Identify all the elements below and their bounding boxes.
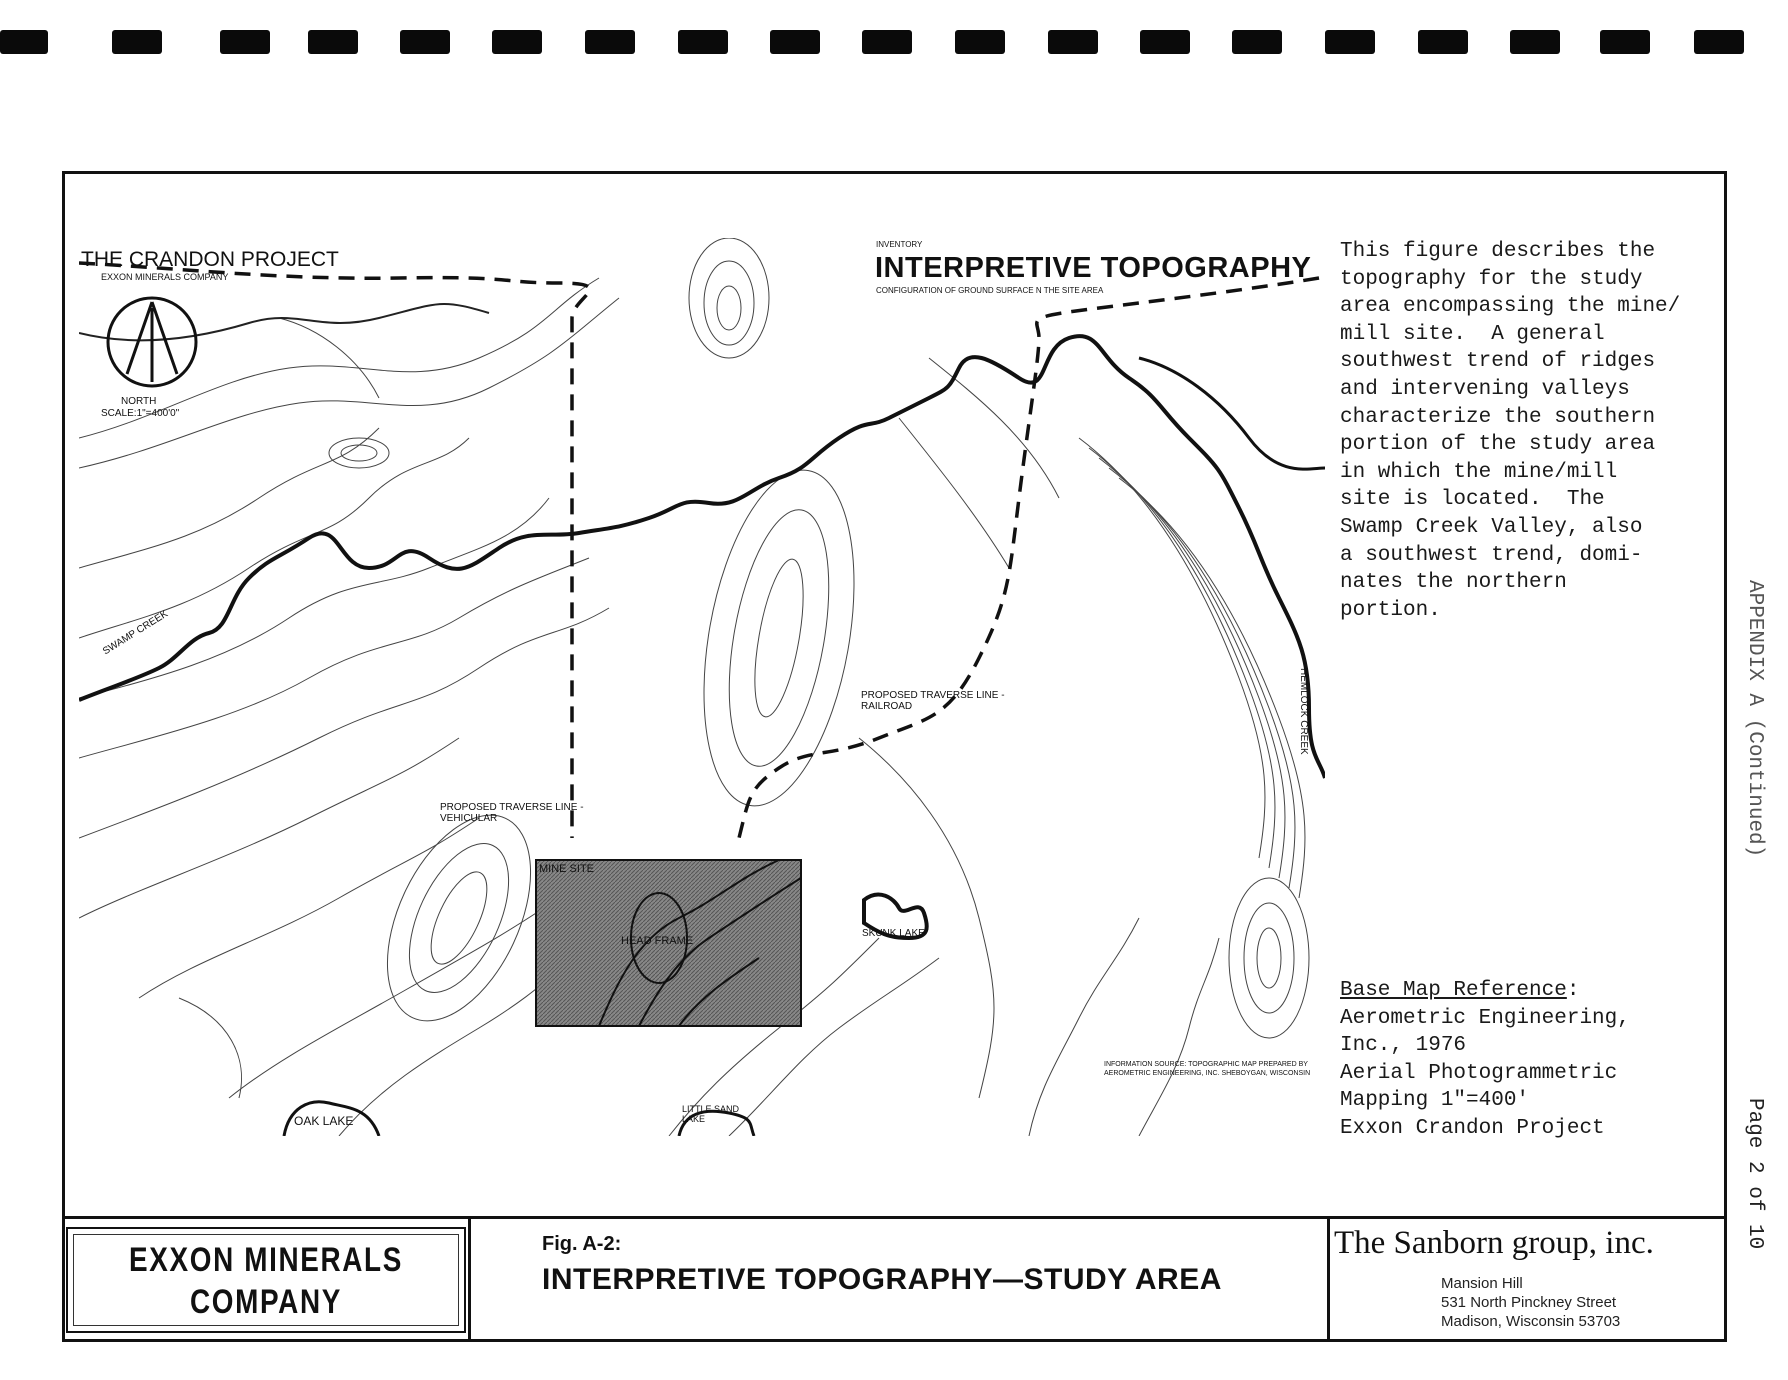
punch-hole (1048, 30, 1098, 54)
fig-number: Fig. A-2: (542, 1233, 622, 1255)
map-company-sub: EXXON MINERALS COMPANY (101, 272, 229, 282)
punch-hole (1694, 30, 1744, 54)
punch-hole (1140, 30, 1190, 54)
punch-hole (585, 30, 635, 54)
railroad-traverse-line (739, 278, 1319, 838)
inventory-tag: INVENTORY (876, 240, 923, 249)
punch-hole (0, 30, 48, 54)
title-block-divider (468, 1219, 471, 1342)
firm-address-line: Madison, Wisconsin 53703 (1441, 1313, 1621, 1330)
punch-hole (678, 30, 728, 54)
punch-hole (112, 30, 162, 54)
base-map-heading: Base Map Reference (1340, 979, 1567, 1002)
fig-title: INTERPRETIVE TOPOGRAPHY—STUDY AREA (542, 1263, 1222, 1296)
north-arrow-icon (108, 298, 196, 386)
railroad-line-label: PROPOSED TRAVERSE LINE - RAILROAD (861, 690, 1005, 712)
punch-hole (862, 30, 912, 54)
swamp-creek-label: SWAMP CREEK (101, 608, 170, 658)
north-label: NORTH (121, 396, 157, 407)
firm-address-line: Mansion Hill (1441, 1275, 1523, 1292)
base-map-reference (1340, 977, 1725, 1143)
topographic-map (79, 238, 1325, 1136)
little-sand-lake-label: LITTLE SAND LAKE (682, 1104, 740, 1124)
base-map-line: Inc., 1976 (1340, 1034, 1467, 1058)
punch-hole (1418, 30, 1468, 54)
source-note: INFORMATION SOURCE: TOPOGRAPHIC MAP PREPARED BY AEROMETRIC ENGINEERING, INC. SHEBOYGAN, WISCONSIN (1104, 1061, 1311, 1077)
base-map-line: Aerial Photogrammetric (1340, 1061, 1618, 1085)
punch-hole (1600, 30, 1650, 54)
scale-label: SCALE:1"=400'0" (101, 408, 180, 419)
mine-site-label: MINE SITE (539, 863, 595, 875)
base-map-line: Exxon Crandon Project (1340, 1116, 1605, 1140)
company-box (66, 1227, 466, 1333)
company-name-line2: COMPANY (190, 1283, 342, 1321)
map-project-title: THE CRANDON PROJECT (81, 248, 339, 271)
map-main-title: INTERPRETIVE TOPOGRAPHY (875, 252, 1312, 284)
map-subtitle: CONFIGURATION OF GROUND SURFACE N THE SITE AREA (876, 286, 1104, 295)
company-name-line1: EXXON MINERALS (129, 1241, 403, 1279)
head-frame-label: HEAD FRAME (621, 935, 694, 947)
hemlock-creek-label: HEMLOCK CREEK (1298, 668, 1309, 755)
base-map-heading-colon: : (1566, 979, 1580, 1002)
punch-hole (955, 30, 1005, 54)
vehicular-line-label: PROPOSED TRAVERSE LINE - VEHICULAR (440, 802, 584, 824)
punch-hole (400, 30, 450, 54)
punch-hole (308, 30, 358, 54)
base-map-line: Aerometric Engineering, (1340, 1006, 1630, 1030)
title-block-divider (1327, 1219, 1330, 1342)
title-block (62, 1216, 1727, 1342)
punch-hole (1232, 30, 1282, 54)
punch-hole (220, 30, 270, 54)
appendix-label: APPENDIX A (Continued) (1743, 580, 1766, 858)
figure-description: This figure describes the topography for the study area encompassing the mine/ mill site. A general southwest trend of ridges and intervening valleys characterize the southern portion of the study area in which the mine/mill site is located. The Swamp Creek Valley, also a southwest trend, domi- nates the northern portion. (1340, 240, 1681, 622)
firm-name: The Sanborn group, inc. (1334, 1225, 1654, 1261)
punch-hole (770, 30, 820, 54)
punch-hole (1325, 30, 1375, 54)
base-map-line: Mapping 1"=400' (1340, 1089, 1530, 1113)
oak-lake-label: OAK LAKE (294, 1114, 354, 1128)
firm-address-line: 531 North Pinckney Street (1441, 1294, 1617, 1311)
punch-hole (1510, 30, 1560, 54)
skunk-lake-label: SKUNK LAKE (862, 928, 925, 939)
vehicular-traverse-line (79, 263, 590, 838)
punch-hole (492, 30, 542, 54)
map-canvas (79, 238, 1325, 1136)
page-number: Page 2 of 10 (1743, 1098, 1766, 1250)
